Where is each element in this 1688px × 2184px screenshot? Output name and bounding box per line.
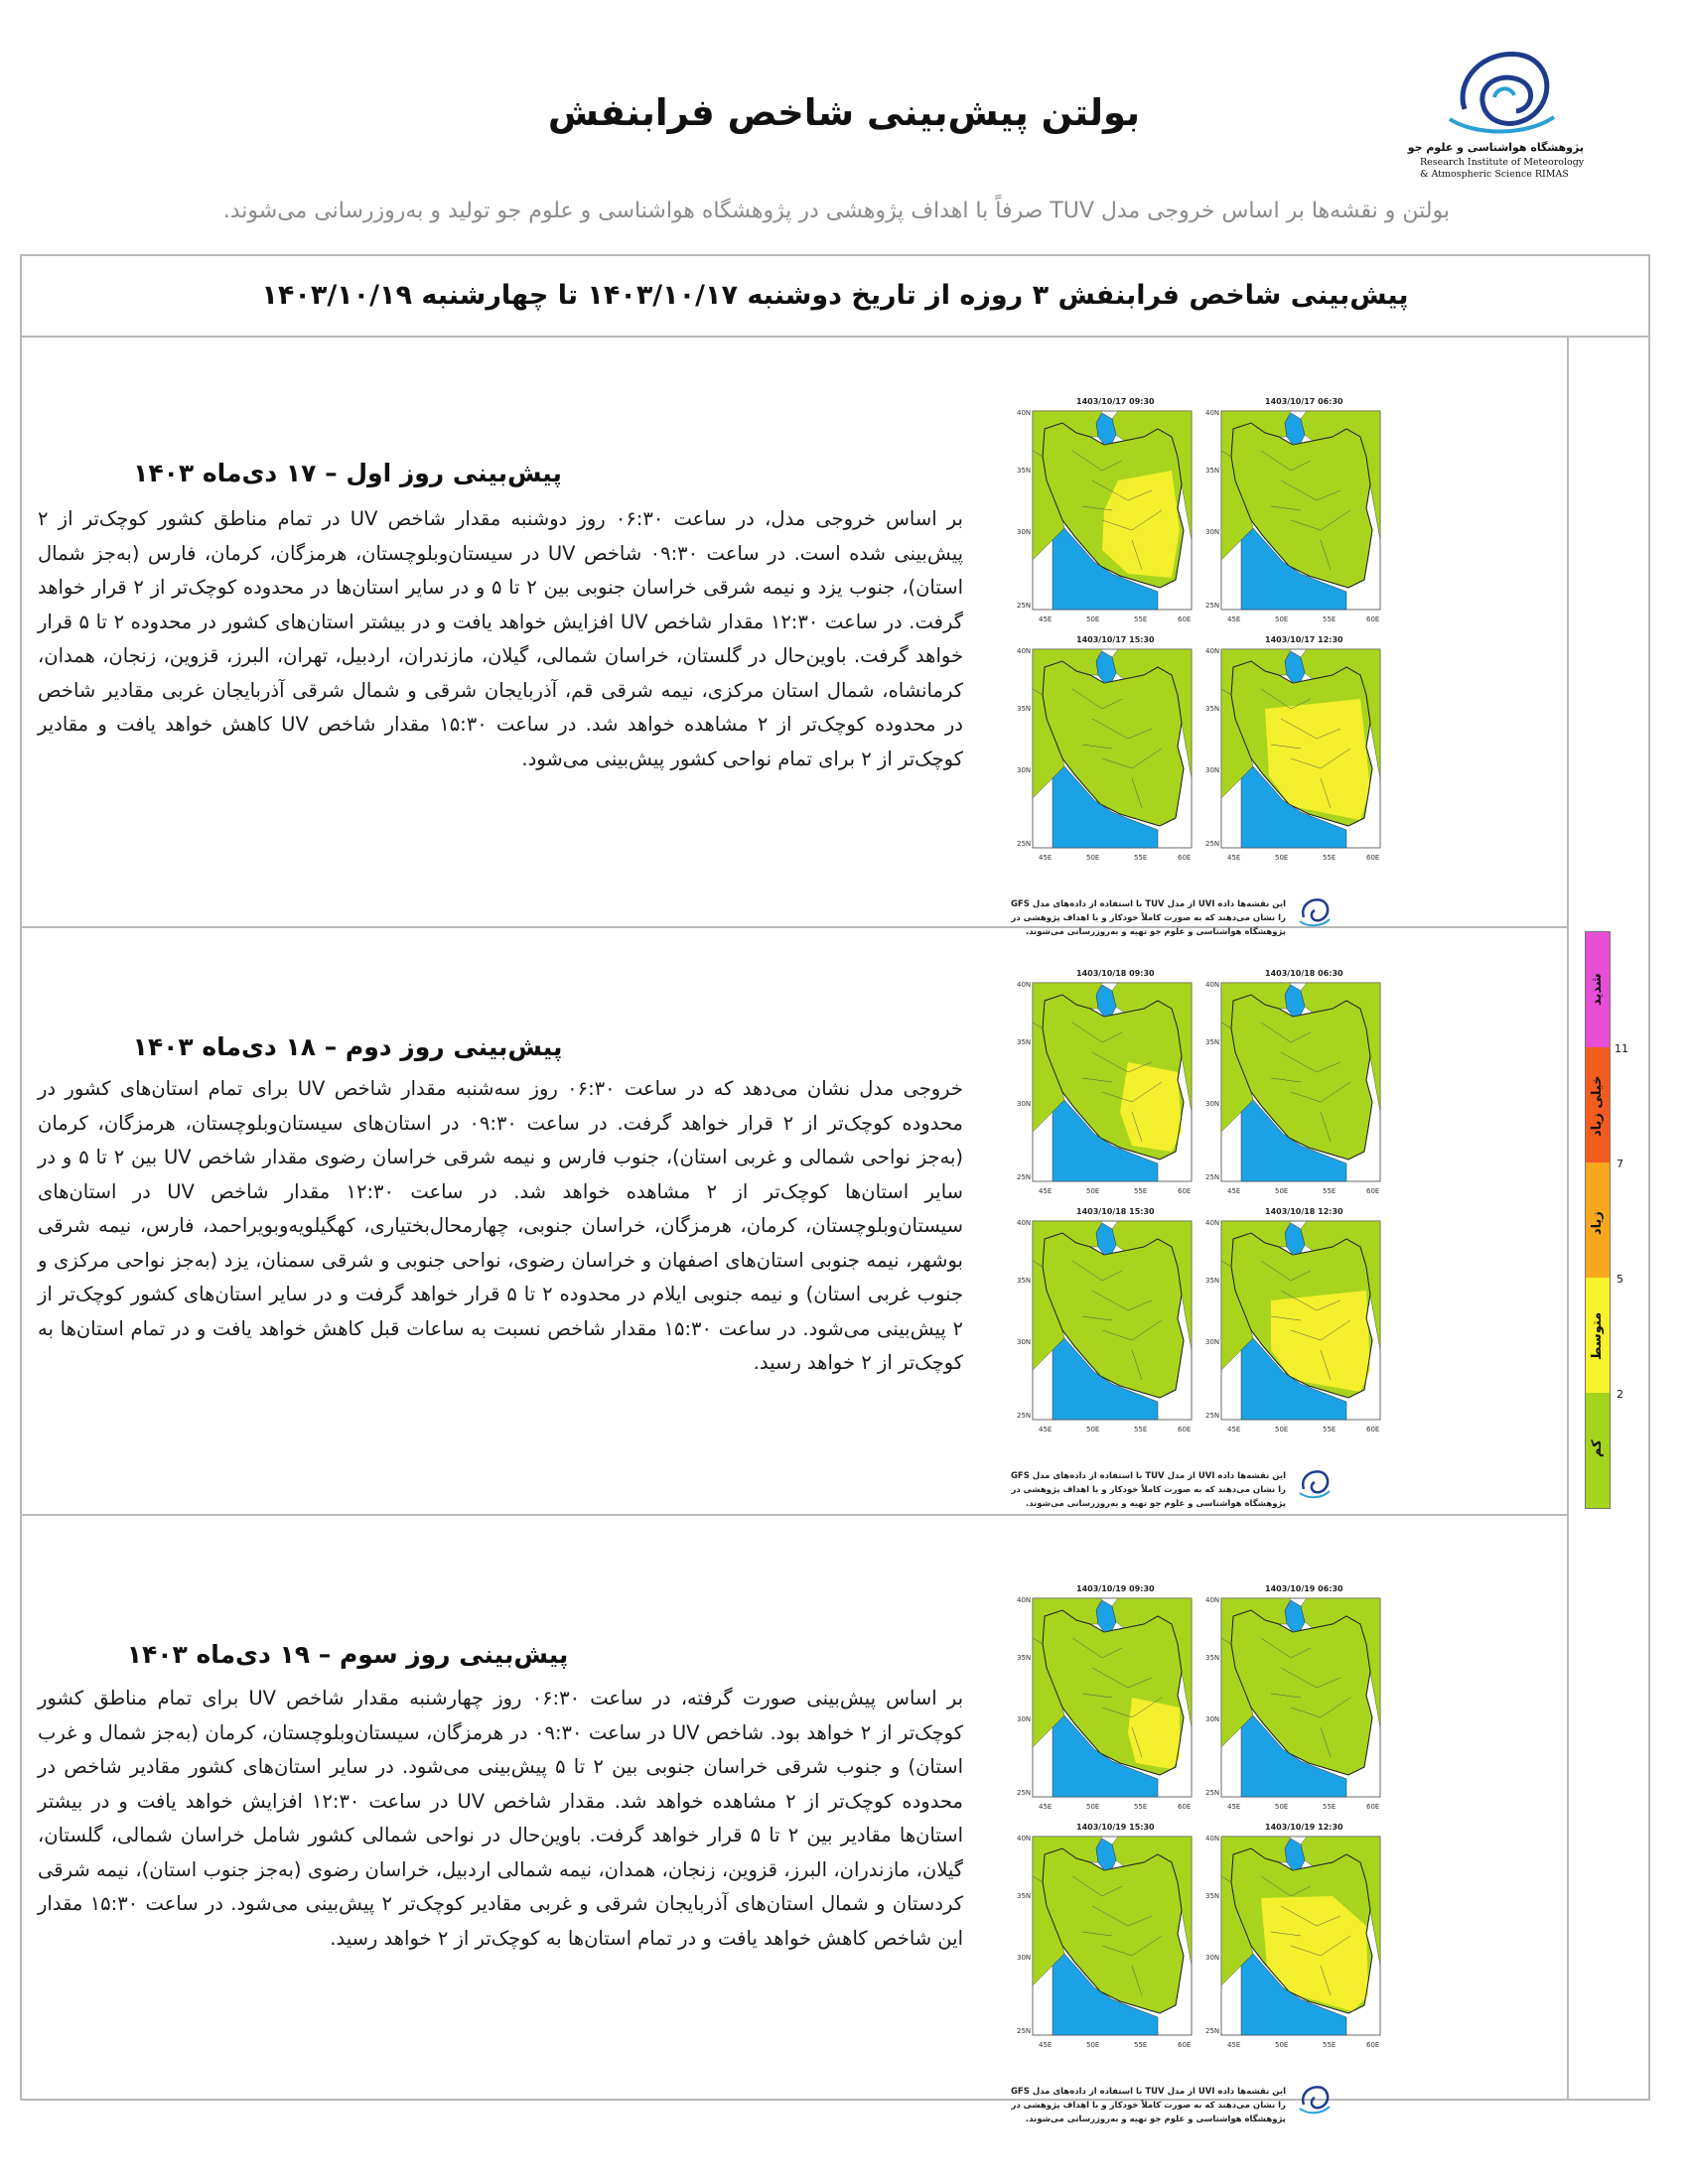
map-footer-text: این نقشه‌ها داده UVI از مدل TUV با استفاده از داده‌های مدل GFS را نشان می‌دهند که به صورت کاملاً خودکار و با اهداف پژوهشی در پژوهشگاه هواشناسی و علوم جو تهیه و به‌روزرسانی می‌شوند. — [1010, 2087, 1286, 2124]
institute-logo — [1407, 40, 1589, 189]
day-1-text: بر اساس خروجی مدل، در ساعت ۰۶:۳۰ روز دوشنبه مقدار شاخص UV در تمام مناطق کشور کوچک‌تر از ۲ پیش‌بینی شده است. در ساعت ۰۹:۳۰ شاخص UV در سیستان‌وبلوچستان، هرمزگان، کرمان، فارس (به‌جز شمال استان)، جنوب یزد و نیمه شرقی خراسان جنوبی بین ۲ تا ۵ و در سایر استان‌ها در محدوده کوچک‌تر از ۲ قرار خواهد گرفت. در ساعت ۱۲:۳۰ مقدار شاخص UV افزایش خواهد یافت و در بیشتر استان‌های کشور در محدوده ۲ تا ۵ قرار خواهد گرفت. باوین‌حال در گلستان، خراسان شمالی، گیلان، مازندران، اردبیل، تهران، البرز، قزوین، زنجان، همدان، کرمانشاه، شمال استان مرکزی، نیمه شرقی قم، آذربایجان شرقی و شمال شرقی آذربایجان غربی مقادیر شاخص در محدوده کوچک‌تر از ۲ مشاهده خواهد شد. در ساعت ۱۵:۳۰ مقدار شاخص UV کاهش خواهد یافت و مقادیر کوچک‌تر از ۲ برای تمام نواحی کشور پیش‌بینی می‌شود. — [38, 507, 964, 770]
svg-text:60E: 60E — [1366, 2041, 1380, 2049]
svg-text:30N: 30N — [1017, 1715, 1032, 1723]
svg-text:45E: 45E — [1227, 1426, 1241, 1433]
legend-label: خیلی زیاد — [1590, 1075, 1605, 1137]
day-1-heading: پیش‌بینی روز اول – ۱۷ دی‌ماه ۱۴۰۳ — [133, 459, 562, 487]
map-timestamp: 1403/10/18 09:30 — [1076, 969, 1155, 978]
svg-text:55E: 55E — [1323, 854, 1336, 862]
svg-text:30N: 30N — [1205, 1100, 1220, 1108]
svg-text:50E: 50E — [1086, 1803, 1100, 1811]
svg-text:55E: 55E — [1323, 1803, 1336, 1811]
svg-text:25N: 25N — [1017, 602, 1032, 610]
iran-map-graphic — [1203, 1594, 1386, 1819]
bulletin-title: بولتن پیش‌بینی شاخص فرابنفش — [547, 91, 1141, 134]
map-timestamp: 1403/10/17 09:30 — [1076, 397, 1155, 406]
svg-text:45E: 45E — [1039, 615, 1053, 623]
svg-text:25N: 25N — [1017, 2027, 1032, 2035]
map-footer-text: این نقشه‌ها داده UVI از مدل TUV با استفاده از داده‌های مدل GFS را نشان می‌دهند که به صورت کاملاً خودکار و با اهداف پژوهشی در پژوهشگاه هواشناسی و علوم جو تهیه و به‌روزرسانی می‌شوند. — [1010, 1471, 1286, 1509]
svg-text:25N: 25N — [1205, 1173, 1220, 1181]
legend-label: کم — [1590, 1439, 1605, 1457]
svg-text:55E: 55E — [1134, 615, 1148, 623]
svg-text:40N: 40N — [1205, 647, 1220, 655]
uv-map — [1015, 1207, 1197, 1441]
svg-text:45E: 45E — [1039, 2041, 1053, 2049]
svg-text:35N: 35N — [1017, 467, 1032, 475]
uv-map — [1015, 397, 1197, 631]
uv-map — [1015, 1823, 1197, 2057]
day-2-text: خروجی مدل نشان می‌دهد که در ساعت ۰۶:۳۰ روز سه‌شنبه مقدار شاخص UV برای تمام استان‌های کشور در محدوده کوچک‌تر از ۲ قرار خواهد گرفت. در ساعت ۰۹:۳۰ در استان‌های سیستان‌وبلوچستان، هرمزگان، کرمان (به‌جز نواحی شمالی و غربی استان)، جنوب فارس و نیمه شرقی خراسان رضوی مقدار شاخص UV بین ۲ تا ۵ و در سایر استان‌ها کوچک‌تر از ۲ مشاهده خواهد شد. در ساعت ۱۲:۳۰ مقدار شاخص UV در استان‌های سیستان‌وبلوچستان، کرمان، هرمزگان، خراسان جنوبی، چهارمحال‌بختیاری، کهگیلویه‌وبویراحمد، فارس، نیمه شرقی بوشهر، نیمه جنوبی استان‌های اصفهان و خراسان رضوی، نواحی جنوبی و شرقی سمنان، یزد (به‌جز نواحی مرکزی و جنوب غربی استان) و نیمه جنوبی ایلام در محدوده ۲ تا ۵ قرار خواهد گرفت و در سایر استان‌های کشور کوچک‌تر از ۲ پیش‌بینی می‌شود. در ساعت ۱۵:۳۰ مقدار شاخص نسبت به ساعات قبل کاهش خواهد یافت و در تمام استان‌ها به کوچک‌تر از ۲ خواهد رسید. — [38, 1077, 964, 1374]
svg-text:55E: 55E — [1323, 615, 1336, 623]
svg-text:45E: 45E — [1039, 1426, 1053, 1433]
svg-text:25N: 25N — [1017, 840, 1032, 848]
uv-map — [1203, 635, 1386, 870]
svg-text:50E: 50E — [1086, 615, 1100, 623]
uv-map — [1015, 635, 1197, 870]
bulletin-subtitle: بولتن و نقشه‌ها بر اساس خروجی مدل TUV صرفاً با اهداف پژوهشی در پژوهشگاه هواشناسی و علوم جو تولید و به‌روزرسانی می‌شوند. — [222, 199, 1450, 223]
iran-map-graphic — [1203, 407, 1386, 631]
svg-text:35N: 35N — [1205, 1038, 1220, 1046]
svg-text:50E: 50E — [1275, 1803, 1289, 1811]
iran-map-graphic — [1015, 1594, 1197, 1819]
day-3-map-panel — [1010, 1584, 1385, 2155]
svg-text:35N: 35N — [1205, 1892, 1220, 1900]
legend-threshold: 5 — [1617, 1273, 1623, 1286]
svg-text:30N: 30N — [1017, 1338, 1032, 1346]
uv-map — [1203, 1584, 1386, 1819]
svg-text:35N: 35N — [1205, 1277, 1220, 1285]
svg-text:50E: 50E — [1275, 615, 1289, 623]
svg-text:45E: 45E — [1039, 1187, 1053, 1195]
legend-label: متوسط — [1590, 1311, 1605, 1361]
svg-text:30N: 30N — [1017, 528, 1032, 536]
svg-text:45E: 45E — [1227, 615, 1241, 623]
map-timestamp: 1403/10/18 12:30 — [1265, 1207, 1343, 1216]
svg-text:45E: 45E — [1039, 1803, 1053, 1811]
svg-text:50E: 50E — [1275, 1187, 1289, 1195]
svg-text:60E: 60E — [1366, 1426, 1380, 1433]
iran-map-graphic — [1203, 979, 1386, 1203]
svg-text:25N: 25N — [1205, 2027, 1220, 2035]
forecast-period-title: پیش‌بینی شاخص فرابنفش ۳ روزه از تاریخ دوشنبه ۱۴۰۳/۱۰/۱۷ تا چهارشنبه ۱۴۰۳/۱۰/۱۹ — [20, 254, 1650, 338]
small-logo-icon — [1298, 1467, 1332, 1501]
legend-label: زیاد — [1590, 1211, 1605, 1235]
day-1-map-panel — [1010, 397, 1385, 968]
map-timestamp: 1403/10/19 12:30 — [1265, 1823, 1343, 1832]
map-timestamp: 1403/10/19 15:30 — [1076, 1823, 1155, 1832]
svg-text:55E: 55E — [1134, 2041, 1148, 2049]
iran-map-graphic — [1015, 407, 1197, 631]
svg-text:45E: 45E — [1039, 854, 1053, 862]
svg-text:35N: 35N — [1017, 1892, 1032, 1900]
svg-text:25N: 25N — [1205, 1789, 1220, 1797]
svg-text:35N: 35N — [1017, 705, 1032, 713]
svg-text:25N: 25N — [1017, 1173, 1032, 1181]
uv-map — [1203, 1207, 1386, 1441]
svg-text:40N: 40N — [1017, 409, 1032, 417]
svg-text:40N: 40N — [1205, 1219, 1220, 1227]
svg-text:35N: 35N — [1017, 1038, 1032, 1046]
iran-map-graphic — [1203, 1833, 1386, 2057]
svg-text:25N: 25N — [1205, 840, 1220, 848]
map-timestamp: 1403/10/17 12:30 — [1265, 635, 1343, 644]
svg-text:45E: 45E — [1227, 2041, 1241, 2049]
svg-text:30N: 30N — [1205, 1715, 1220, 1723]
map-timestamp: 1403/10/17 15:30 — [1076, 635, 1155, 644]
day-3-text: بر اساس پیش‌بینی صورت گرفته، در ساعت ۰۶:۳۰ روز چهارشنبه مقدار شاخص UV برای تمام مناطق کشور کوچک‌تر از ۲ خواهد بود. شاخص UV در ساعت ۰۹:۳۰ در هرمزگان، سیستان‌وبلوچستان، کرمان (به‌جز شمال و غرب استان) و جنوب شرقی خراسان جنوبی بین ۲ تا ۵ پیش‌بینی می‌شود. در سایر استان‌های کشور مقادیر شاخص در محدوده کوچک‌تر از ۲ مشاهده خواهد شد. مقدار شاخص UV در ساعت ۱۲:۳۰ افزایش خواهد یافت و در بیشتر استان‌ها مقادیر بین ۲ تا ۵ قرار خواهد گرفت. باوین‌حال در نواحی شمالی کشور شامل خراسان شمالی، گلستان، گیلان، مازندران، البرز، قزوین، زنجان، همدان، نیمه شمالی اردبیل، خراسان رضوی (به‌جز جنوب استان)، نیمه شرقی کردستان و شمال استان‌های آذربایجان شرقی و غربی مقادیر کوچک‌تر ۲ پیش‌بینی می‌شود. در ساعت ۱۵:۳۰ مقدار این شاخص کاهش خواهد یافت و در تمام استان‌ها به کوچک‌تر از ۲ خواهد رسید. — [38, 1687, 964, 1950]
svg-text:50E: 50E — [1275, 2041, 1289, 2049]
iran-map-graphic — [1015, 979, 1197, 1203]
svg-text:40N: 40N — [1205, 981, 1220, 989]
svg-text:40N: 40N — [1017, 647, 1032, 655]
iran-map-graphic — [1015, 645, 1197, 870]
svg-text:30N: 30N — [1017, 766, 1032, 774]
svg-text:60E: 60E — [1366, 615, 1380, 623]
map-footer — [1010, 1453, 1385, 1509]
svg-text:45E: 45E — [1227, 1803, 1241, 1811]
svg-text:35N: 35N — [1205, 1654, 1220, 1662]
svg-text:35N: 35N — [1017, 1654, 1032, 1662]
legend-threshold: 7 — [1617, 1158, 1623, 1170]
svg-text:45E: 45E — [1227, 854, 1241, 862]
svg-text:30N: 30N — [1205, 766, 1220, 774]
svg-text:40N: 40N — [1017, 1219, 1032, 1227]
logo-en-text: Research Institute of Meteorology & Atmospheric Science RIMAS — [1420, 157, 1585, 180]
svg-text:60E: 60E — [1178, 2041, 1192, 2049]
uv-map — [1203, 969, 1386, 1203]
svg-text:30N: 30N — [1017, 1954, 1032, 1962]
small-logo-icon — [1298, 2083, 1332, 2116]
map-timestamp: 1403/10/19 06:30 — [1265, 1584, 1343, 1593]
iran-map-graphic — [1203, 1217, 1386, 1441]
svg-text:40N: 40N — [1017, 1835, 1032, 1843]
legend-threshold: 2 — [1617, 1388, 1623, 1401]
svg-text:55E: 55E — [1323, 2041, 1336, 2049]
svg-text:40N: 40N — [1205, 1835, 1220, 1843]
legend-threshold: 11 — [1615, 1042, 1628, 1055]
logo-fa-text: پژوهشگاه هواشناسی و علوم جو — [1407, 141, 1584, 154]
svg-text:25N: 25N — [1205, 602, 1220, 610]
svg-text:55E: 55E — [1134, 1187, 1148, 1195]
map-footer — [1010, 2069, 1385, 2124]
uv-map — [1015, 969, 1197, 1203]
iran-map-graphic — [1203, 645, 1386, 870]
svg-text:50E: 50E — [1086, 2041, 1100, 2049]
map-timestamp: 1403/10/19 09:30 — [1076, 1584, 1155, 1593]
svg-text:55E: 55E — [1134, 854, 1148, 862]
map-footer — [1010, 882, 1385, 937]
svg-text:60E: 60E — [1178, 1187, 1192, 1195]
uv-index-legend — [1585, 931, 1611, 1509]
day-3-heading: پیش‌بینی روز سوم – ۱۹ دی‌ماه ۱۴۰۳ — [126, 1640, 569, 1669]
svg-text:45E: 45E — [1227, 1187, 1241, 1195]
svg-text:55E: 55E — [1134, 1803, 1148, 1811]
svg-text:50E: 50E — [1086, 1426, 1100, 1433]
svg-text:30N: 30N — [1205, 528, 1220, 536]
svg-text:30N: 30N — [1017, 1100, 1032, 1108]
svg-text:55E: 55E — [1134, 1426, 1148, 1433]
table-column-divider — [1567, 338, 1569, 2101]
small-logo-icon — [1298, 895, 1332, 929]
legend-label: شدید — [1590, 973, 1605, 1007]
uv-map — [1203, 397, 1386, 631]
map-footer-text: این نقشه‌ها داده UVI از مدل TUV با استفاده از داده‌های مدل GFS را نشان می‌دهند که به صورت کاملاً خودکار و با اهداف پژوهشی در پژوهشگاه هواشناسی و علوم جو تهیه و به‌روزرسانی می‌شوند. — [1010, 899, 1286, 937]
svg-text:60E: 60E — [1366, 1187, 1380, 1195]
day-2-map-panel — [1010, 969, 1385, 1540]
svg-text:30N: 30N — [1205, 1338, 1220, 1346]
svg-text:35N: 35N — [1017, 1277, 1032, 1285]
iran-map-graphic — [1015, 1833, 1197, 2057]
svg-text:60E: 60E — [1366, 1803, 1380, 1811]
iran-map-graphic — [1015, 1217, 1197, 1441]
svg-text:55E: 55E — [1323, 1426, 1336, 1433]
svg-text:35N: 35N — [1205, 467, 1220, 475]
svg-text:40N: 40N — [1017, 981, 1032, 989]
svg-text:50E: 50E — [1086, 854, 1100, 862]
map-timestamp: 1403/10/17 06:30 — [1265, 397, 1343, 406]
day-2-heading: پیش‌بینی روز دوم – ۱۸ دی‌ماه ۱۴۰۳ — [132, 1032, 563, 1061]
svg-text:50E: 50E — [1086, 1187, 1100, 1195]
svg-text:25N: 25N — [1017, 1412, 1032, 1420]
uv-map — [1203, 1823, 1386, 2057]
logo-swirl-icon — [1445, 40, 1564, 139]
svg-text:60E: 60E — [1178, 1803, 1192, 1811]
svg-text:25N: 25N — [1205, 1412, 1220, 1420]
svg-text:50E: 50E — [1275, 1426, 1289, 1433]
svg-text:40N: 40N — [1017, 1596, 1032, 1604]
svg-text:60E: 60E — [1366, 854, 1380, 862]
map-timestamp: 1403/10/18 15:30 — [1076, 1207, 1155, 1216]
svg-text:60E: 60E — [1178, 854, 1192, 862]
svg-text:55E: 55E — [1323, 1187, 1336, 1195]
svg-text:40N: 40N — [1205, 1596, 1220, 1604]
svg-text:50E: 50E — [1275, 854, 1289, 862]
svg-text:60E: 60E — [1178, 1426, 1192, 1433]
map-timestamp: 1403/10/18 06:30 — [1265, 969, 1343, 978]
svg-text:35N: 35N — [1205, 705, 1220, 713]
svg-text:40N: 40N — [1205, 409, 1220, 417]
svg-text:30N: 30N — [1205, 1954, 1220, 1962]
svg-text:25N: 25N — [1017, 1789, 1032, 1797]
svg-text:60E: 60E — [1178, 615, 1192, 623]
uv-map — [1015, 1584, 1197, 1819]
